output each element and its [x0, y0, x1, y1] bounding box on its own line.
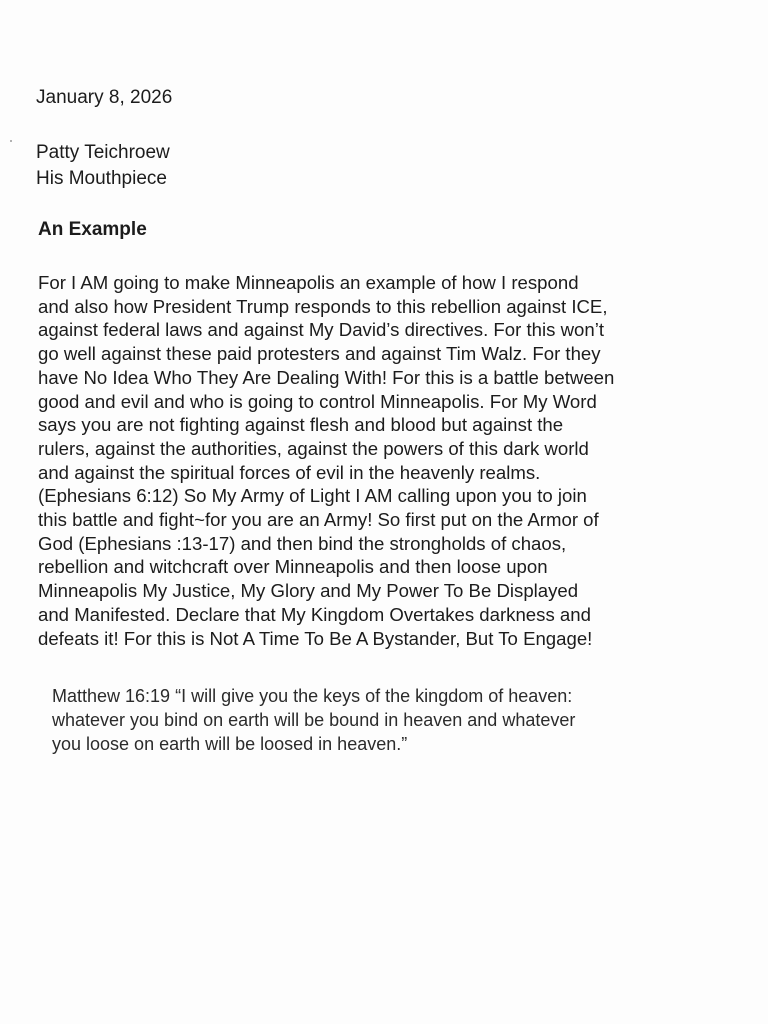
body-line: God (Ephesians :13-17) and then bind the strongholds of chaos,: [38, 532, 567, 554]
body-line: Minneapolis My Justice, My Glory and My Power To Be Displayed: [38, 580, 579, 602]
body-line: against federal laws and against My David’s directives. For this won’t: [38, 319, 604, 341]
author-block: [36, 140, 170, 192]
author-name: Patty Teichroew: [36, 142, 170, 163]
verse-line: whatever you bind on earth will be bound in heaven and whatever: [52, 710, 576, 730]
scripture-quote: [52, 684, 742, 756]
body-line: (Ephesians 6:12) So My Army of Light I AM calling upon you to join: [38, 485, 587, 507]
body-line: rebellion and witchcraft over Minneapolis and then loose upon: [38, 556, 548, 578]
author-title: His Mouthpiece: [36, 168, 167, 189]
body-line: have No Idea Who They Are Dealing With! For this is a battle between: [38, 366, 615, 388]
body-line: For I AM going to make Minneapolis an example of how I respond: [38, 272, 579, 293]
verse-line: Matthew 16:19 “I will give you the keys of the kingdom of heaven:: [52, 686, 573, 706]
verse-line: you loose on earth will be loosed in heaven.”: [52, 734, 408, 754]
body-line: and also how President Trump responds to this rebellion against ICE,: [38, 295, 608, 317]
scan-speck: [10, 140, 12, 142]
document-heading: An Example: [38, 219, 147, 240]
body-line: and against the spiritual forces of evil in the heavenly realms.: [38, 461, 541, 483]
body-line: go well against these paid protesters and against Tim Walz. For they: [38, 343, 601, 365]
document-date: January 8, 2026: [36, 87, 173, 108]
body-line: this battle and fight~for you are an Army! So first put on the Armor of: [38, 509, 599, 531]
body-line: says you are not fighting against flesh and blood but against the: [38, 414, 564, 436]
body-paragraph: [38, 271, 738, 650]
body-line: rulers, against the authorities, against the powers of this dark world: [38, 437, 589, 459]
body-line: defeats it! For this is Not A Time To Be A Bystander, But To Engage!: [38, 627, 593, 649]
body-line: and Manifested. Declare that My Kingdom Overtakes darkness and: [38, 603, 591, 625]
body-line: good and evil and who is going to control Minneapolis. For My Word: [38, 390, 597, 412]
